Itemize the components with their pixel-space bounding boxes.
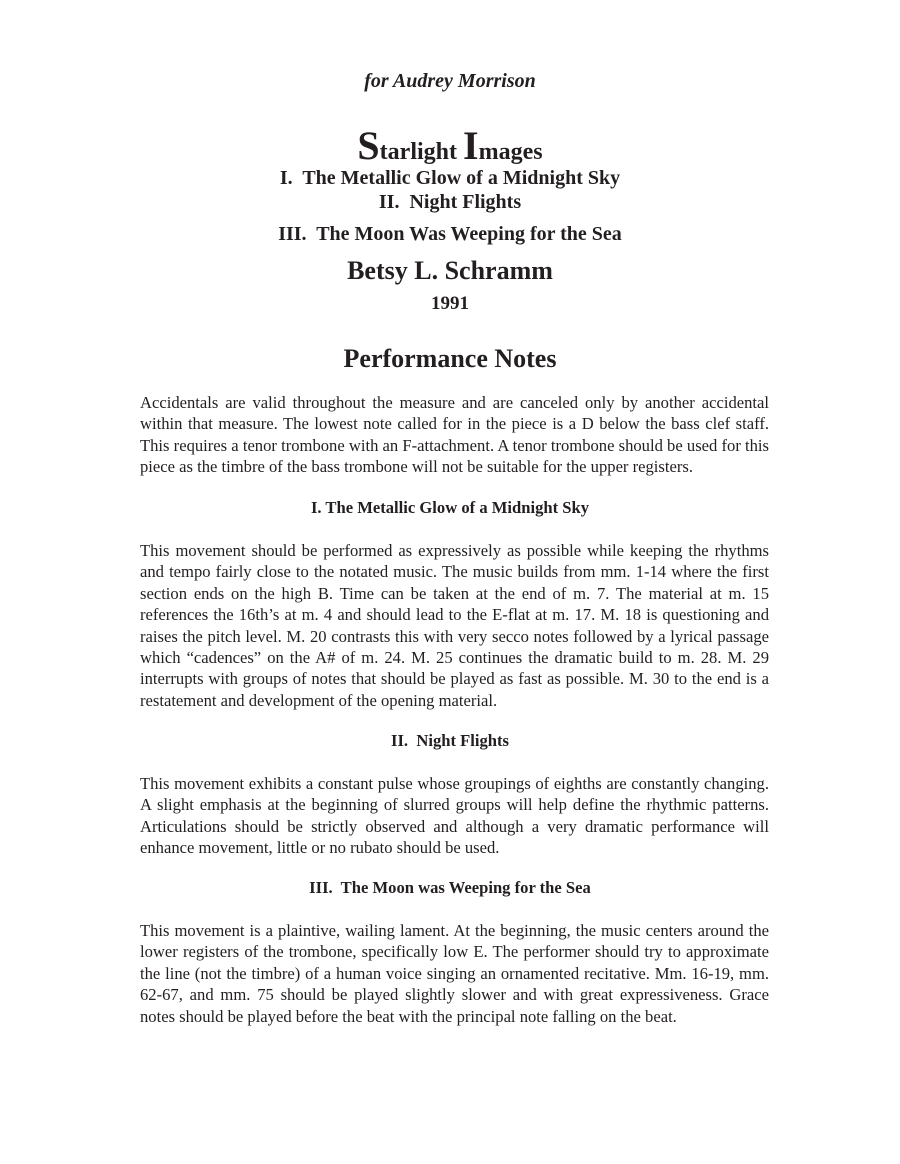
- performance-notes-heading: Performance Notes: [343, 344, 557, 373]
- section-heading-2: II. Night Flights: [390, 731, 510, 750]
- title-rest-1: tarlight: [379, 139, 463, 165]
- movement-title-2: II. Night Flights: [378, 191, 522, 213]
- title-rest-2: mages: [478, 139, 543, 165]
- movement-title-3: III. The Moon Was Weeping for the Sea: [278, 223, 622, 245]
- intro-paragraph: Accidentals are valid throughout the measure and are canceled only by another accidental within that measure. The lowest note called for in the piece is a D below the bass clef staff. This requires a tenor trombone with an F-attachment. A tenor trombone should be used for this piece as the timbre of the bass trombone will not be suitable for the upper registers.: [140, 393, 769, 477]
- title-initial-i: I: [463, 123, 479, 168]
- composition-year: 1991: [431, 293, 469, 314]
- section-paragraph-3: This movement is a plaintive, wailing lament. At the beginning, the music centers around the lower registers of the trombone, specifically low E. The performer should try to approximate the line (not the timbre) of a human voice singing an ornamented recitative. Mm. 16-19, mm. 62-67, and mm. 75 should be played slightly slower and with great expressiveness. Grace notes should be played before the beat with the principal note falling on the beat.: [140, 921, 769, 1026]
- movement-title-1: I. The Metallic Glow of a Midnight Sky: [279, 167, 621, 189]
- section-heading-3: III. The Moon was Weeping for the Sea: [309, 878, 591, 897]
- title-initial-s: S: [357, 123, 380, 168]
- section-paragraph-1: This movement should be performed as expressively as possible while keeping the rhythms and tempo fairly close to the notated music. The music builds from mm. 1-14 where the first section ends on the high B. Time can be taken at the end of m. 7. The material at m. 15 references the 16th’s at m. 4 and should lead to the E-flat at m. 17. M. 18 is questioning and raises the pitch level. M. 20 contrasts this with very secco notes followed by a lyrical passage which “cadences” on the A# of m. 24. M. 25 continues the dramatic build to m. 28. M. 29 interrupts with groups of notes that should be played as fast as possible. M. 30 to the end is a restatement and development of the opening material.: [140, 541, 769, 710]
- section-heading-1: I. The Metallic Glow of a Midnight Sky: [310, 498, 590, 517]
- dedication: for Audrey Morrison: [364, 70, 536, 92]
- section-paragraph-2: This movement exhibits a constant pulse whose groupings of eighths are constantly changing. A slight emphasis at the beginning of slurred groups will help define the rhythmic patterns. Articulations should be strictly observed and although a very dramatic performance will enhance movement, little or no rubato should be used.: [140, 774, 769, 858]
- composer-name: Betsy L. Schramm: [347, 256, 553, 285]
